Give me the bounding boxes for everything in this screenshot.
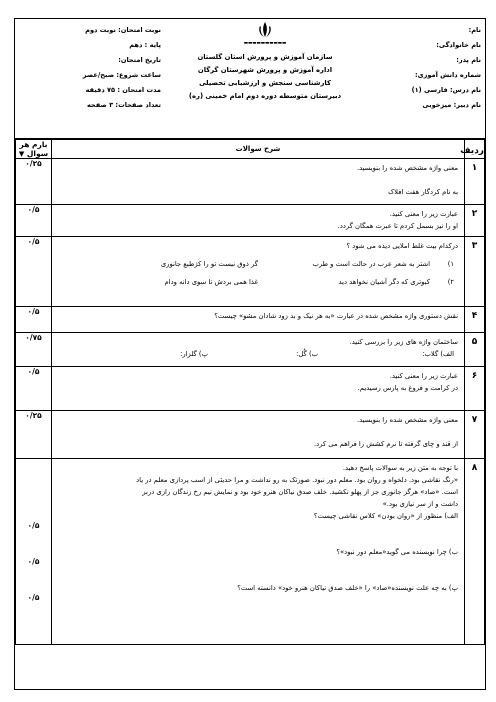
question-score: ۰/۵ <box>16 367 52 411</box>
question-number: ۳ <box>465 237 485 307</box>
org-line-3: کارشناسی سنجش و ارزشیابی تحصیلی <box>199 79 331 87</box>
exam-grade: پایه : دهم <box>129 41 161 49</box>
exam-term: نوبت امتحان: نوبت دوم <box>85 26 161 34</box>
father-name: نام پدر: <box>456 56 481 64</box>
question-score: ۰/۵ <box>16 237 52 307</box>
question-number: ۱ <box>465 159 485 205</box>
question-score: ۰/۵ <box>16 307 52 333</box>
sub-question-c: پ) به چه علت نویسنده«صاد» را «خلف صدق نیاکان هنرو خود» دانسته است؟ <box>237 584 458 592</box>
question-row <box>16 411 485 459</box>
org-line-1: سازمان آموزش و پرورش استان گلستان <box>197 53 333 61</box>
exam-duration: مدت امتحان : ۷۵ دقیقه <box>85 86 161 94</box>
iran-emblem-icon <box>252 21 278 36</box>
question-row <box>16 367 485 411</box>
exam-header <box>15 19 485 139</box>
student-info <box>371 23 481 113</box>
question-number: ۲ <box>465 205 485 237</box>
question-score: ۰/۷۵ <box>16 333 52 367</box>
student-name: نام: <box>468 26 481 34</box>
question-row <box>16 307 485 333</box>
question-number: ۸ <box>465 459 485 645</box>
question-text: معنی واژه مشخص شده را بنویسید. به نام کردگار هفت افلاک <box>52 159 465 205</box>
question-score: ۰/۵ <box>16 205 52 237</box>
sub-score-b: ۰/۵ <box>27 557 40 566</box>
sub-question-a: الف) منظور از «روان بودن» کلاس نقاشی چیست؟ <box>313 512 458 520</box>
col-question-header: شرح سوالات <box>52 140 465 159</box>
question-number: ۵ <box>465 333 485 367</box>
sub-score-a: ۰/۵ <box>27 521 40 530</box>
org-line-4: دبیرستان متوسطه دوره دوم امام خمینی (ره) <box>188 92 342 100</box>
question-row <box>16 159 485 205</box>
institution-block <box>165 19 365 103</box>
student-family-name: نام خانوادگی: <box>436 41 481 49</box>
part-c: پ) گلزار: <box>180 350 208 358</box>
col-row-header: ردیف <box>465 140 485 159</box>
option-1[interactable]: ۱) اشتر به شعر عرب در حالت است و طرب گر ذوق نیست تو را کژطبع جانوری <box>160 260 454 268</box>
question-number: ۴ <box>465 307 485 333</box>
ministry-caption: ▬▬▬▬▬▬▬▬▬▬ <box>243 41 287 46</box>
exam-sheet <box>14 18 486 690</box>
option-2[interactable]: ۲) کبوتری که دگر آشیان نخواهد دید غذا همی بردش تا سوی دانه ودام <box>164 278 454 286</box>
question-row <box>16 237 485 307</box>
question-text: درکدام بیت غلط املایی دیده می شود ؟ ۱) اشتر به شعر عرب در حالت است و طرب گر ذوق نیست تو را کژطبع جانوری ۲) کبوتری که دگر آشیان نخواهد دید غذا همی بردش تا سوی دانه ودام <box>52 237 465 307</box>
question-number: ۶ <box>465 367 485 411</box>
question-text: نقش دستوری واژه مشخص شده در عبارت «به هر نیک و بد زود شادان مشو» چیست؟ <box>52 307 465 333</box>
question-score: ۰/۲۵ <box>16 411 52 459</box>
org-line-2: اداره آموزش و پرورش شهرستان گرگان <box>197 66 333 74</box>
question-row <box>16 205 485 237</box>
part-b: ب) گُل: <box>296 350 318 358</box>
question-row <box>16 333 485 367</box>
question-number: ۷ <box>465 411 485 459</box>
question-row <box>16 459 485 645</box>
question-text: عبارت زیر را معنی کنید. در کرامت و فروغ به پارس رسیدیم. <box>52 367 465 411</box>
question-text: با توجه به متن زیر به سوالات پاسخ دهید. «رنگ نقاشی بود. دلخواه و روان بود. معلم دور نبود. صورتک به رو نداشت و مرا حدیثی از اسب پردازی معلم در یاد است. «صاد» هرگز جانوری جز از پهلو نکشید. خلف صدق نیاکان هنرو خود بود و نمایش نیم رخ زندگان رازی دربر داشت و از سر نیازی بود.» الف) منظور از «روان بودن» کلاس نقاشی چیست؟ ب) چرا نویسنده می گوید«معلم دور نبود»؟ پ) به چه علت نویسنده«صاد» را «خلف صدق نیاکان هنرو خود» دانسته است؟ <box>52 459 465 645</box>
exam-info <box>31 23 161 113</box>
part-a: الف) گلاب: <box>422 350 454 358</box>
col-score-header: بارم هر سوال ▼ <box>16 140 52 159</box>
student-number: شماره دانش آموزی: <box>414 71 481 79</box>
sub-question-b: ب) چرا نویسنده می گوید«معلم دور نبود»؟ <box>336 548 458 556</box>
arrow-down-icon: ▼ <box>18 150 25 158</box>
question-score: ۰/۲۵ <box>16 159 52 205</box>
question-text: عبارت زیر را معنی کنید. او را نیز بسمل کردم تا عبرت همگان گردد. <box>52 205 465 237</box>
exam-pages: تعداد صفحات: ۳ صفحه <box>86 101 161 109</box>
question-text: ساختمان واژه های زیر را بررسی کنید. الف) گلاب: ب) گُل: پ) گلزار: <box>52 333 465 367</box>
questions-table <box>15 139 485 645</box>
course-name: نام درس: فارسی (۱) <box>411 86 481 94</box>
exam-start-time: ساعت شروع: صبح/عصر <box>82 71 161 79</box>
exam-date: تاریخ امتحان: <box>118 56 161 64</box>
teacher-name: نام دبیر: میزخوبی <box>422 101 481 109</box>
question-score <box>16 459 52 645</box>
question-text: معنی واژه مشخص شده را بنویسید. از قند و چای گرفته تا نرم کشش را فراهم می کرد. <box>52 411 465 459</box>
sub-score-c: ۰/۵ <box>27 593 40 602</box>
